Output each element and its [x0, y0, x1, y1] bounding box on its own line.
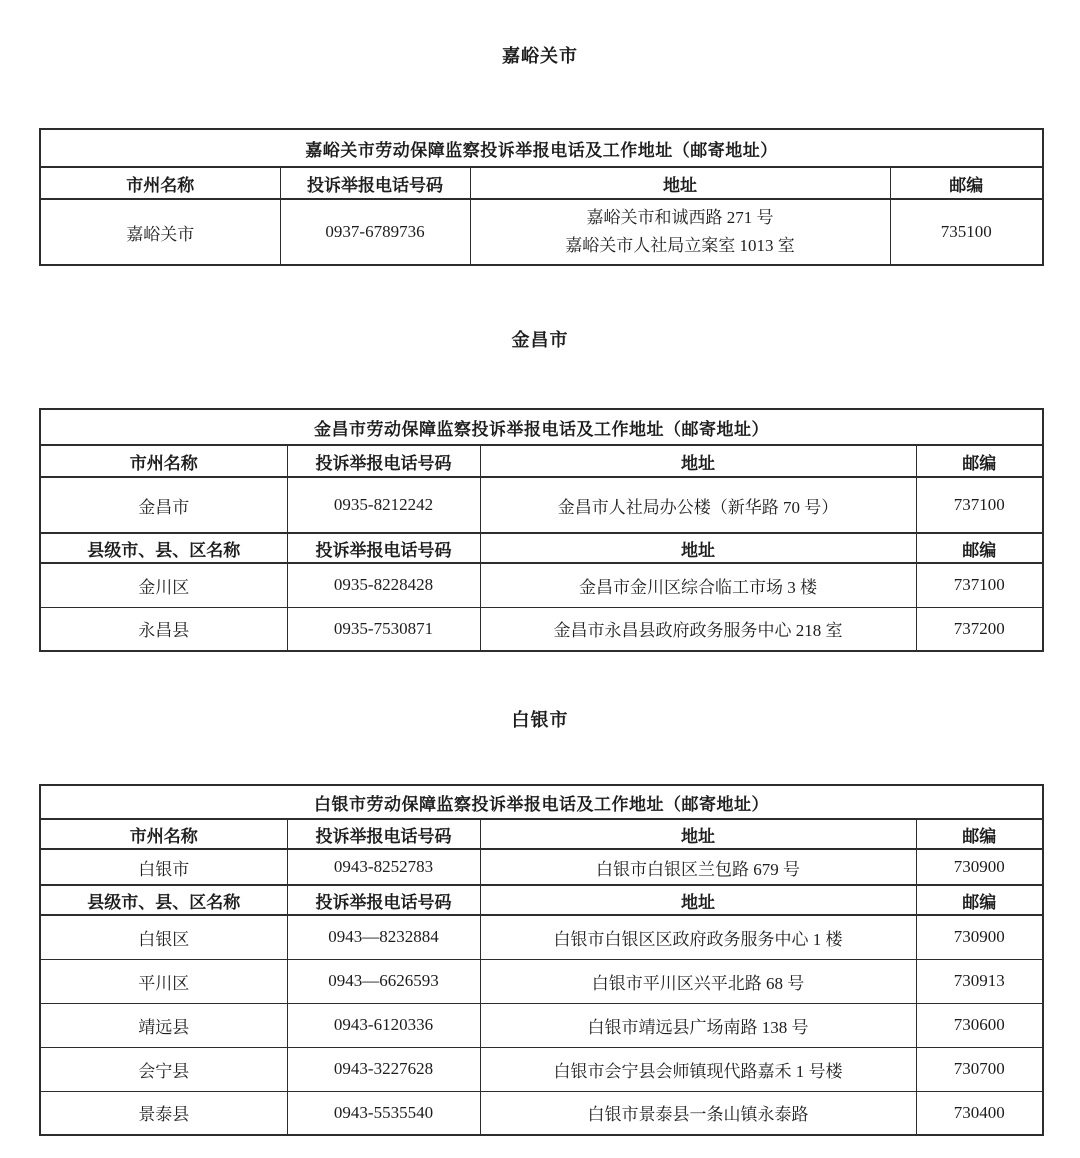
table-row — [40, 915, 1043, 959]
address-line-1: 嘉峪关市和诚西路 271 号 — [586, 208, 774, 227]
phone-cell: 0935-7530871 — [287, 607, 480, 651]
zip-cell: 730900 — [916, 915, 1043, 959]
region-name-cell: 金川区 — [40, 563, 287, 607]
header-address: 地址 — [480, 885, 916, 915]
header-county-name: 县级市、县、区名称 — [40, 533, 287, 563]
phone-cell: 0943-3227628 — [287, 1047, 480, 1091]
header-phone: 投诉举报电话号码 — [287, 819, 480, 849]
zip-cell: 730600 — [916, 1003, 1043, 1047]
zip-cell: 730400 — [916, 1091, 1043, 1135]
header-zip: 邮编 — [916, 533, 1043, 563]
header-region-name: 市州名称 — [40, 167, 280, 199]
address-cell: 白银市白银区兰包路 679 号 — [480, 849, 916, 885]
table-row — [40, 1047, 1043, 1091]
region-name-cell: 金昌市 — [40, 477, 287, 533]
header-region-name: 市州名称 — [40, 819, 287, 849]
table-row — [40, 563, 1043, 607]
header-zip: 邮编 — [890, 167, 1043, 199]
header-zip: 邮编 — [916, 819, 1043, 849]
region-name-cell: 景泰县 — [40, 1091, 287, 1135]
header-phone: 投诉举报电话号码 — [287, 885, 480, 915]
phone-cell: 0943-5535540 — [287, 1091, 480, 1135]
table-title: 金昌市劳动保障监察投诉举报电话及工作地址（邮寄地址） — [40, 409, 1043, 445]
region-name-cell: 白银区 — [40, 915, 287, 959]
contact-table-jiayuguan — [39, 128, 1044, 266]
zip-cell: 737100 — [916, 477, 1043, 533]
address-cell — [470, 199, 890, 265]
address-cell: 金昌市永昌县政府政务服务中心 218 室 — [480, 607, 916, 651]
header-zip: 邮编 — [916, 445, 1043, 477]
address-cell: 金昌市金川区综合临工市场 3 楼 — [480, 563, 916, 607]
table-header-row — [40, 167, 1043, 199]
address-cell: 白银市白银区区政府政务服务中心 1 楼 — [480, 915, 916, 959]
header-phone: 投诉举报电话号码 — [287, 445, 480, 477]
zip-cell: 737100 — [916, 563, 1043, 607]
zip-cell: 730913 — [916, 959, 1043, 1003]
table-title: 嘉峪关市劳动保障监察投诉举报电话及工作地址（邮寄地址） — [40, 129, 1043, 167]
zip-cell: 730700 — [916, 1047, 1043, 1091]
zip-cell: 737200 — [916, 607, 1043, 651]
header-zip: 邮编 — [916, 885, 1043, 915]
address-cell: 白银市景泰县一条山镇永泰路 — [480, 1091, 916, 1135]
region-name-cell: 白银市 — [40, 849, 287, 885]
phone-cell: 0943—6626593 — [287, 959, 480, 1003]
section-title-jiayuguan: 嘉峪关市 — [502, 46, 578, 66]
zip-cell: 730900 — [916, 849, 1043, 885]
header-address: 地址 — [480, 819, 916, 849]
section-title-jinchang: 金昌市 — [511, 330, 569, 350]
table-title: 白银市劳动保障监察投诉举报电话及工作地址（邮寄地址） — [40, 785, 1043, 819]
table-header-row — [40, 819, 1043, 849]
phone-cell: 0943—8232884 — [287, 915, 480, 959]
address-cell: 白银市平川区兴平北路 68 号 — [480, 959, 916, 1003]
table-subheader-row — [40, 533, 1043, 563]
phone-cell: 0937-6789736 — [280, 199, 470, 265]
table-row — [40, 477, 1043, 533]
phone-cell: 0935-8212242 — [287, 477, 480, 533]
header-address: 地址 — [480, 533, 916, 563]
table-row — [40, 1003, 1043, 1047]
address-cell: 白银市会宁县会师镇现代路嘉禾 1 号楼 — [480, 1047, 916, 1091]
table-subheader-row — [40, 885, 1043, 915]
table-row — [40, 849, 1043, 885]
table-title-row — [40, 129, 1043, 167]
region-name-cell: 平川区 — [40, 959, 287, 1003]
table-row — [40, 1091, 1043, 1135]
table-row — [40, 607, 1043, 651]
contact-table-baiyin — [39, 784, 1044, 1136]
header-address: 地址 — [470, 167, 890, 199]
header-phone: 投诉举报电话号码 — [280, 167, 470, 199]
address-cell: 白银市靖远县广场南路 138 号 — [480, 1003, 916, 1047]
phone-cell: 0943-6120336 — [287, 1003, 480, 1047]
header-region-name: 市州名称 — [40, 445, 287, 477]
region-name-cell: 永昌县 — [40, 607, 287, 651]
address-cell: 金昌市人社局办公楼（新华路 70 号） — [480, 477, 916, 533]
table-row — [40, 199, 1043, 265]
region-name-cell: 会宁县 — [40, 1047, 287, 1091]
header-county-name: 县级市、县、区名称 — [40, 885, 287, 915]
phone-cell: 0943-8252783 — [287, 849, 480, 885]
section-title-baiyin: 白银市 — [511, 710, 569, 730]
phone-cell: 0935-8228428 — [287, 563, 480, 607]
table-row — [40, 959, 1043, 1003]
table-title-row — [40, 409, 1043, 445]
header-phone: 投诉举报电话号码 — [287, 533, 480, 563]
zip-cell: 735100 — [890, 199, 1043, 265]
region-name-cell: 靖远县 — [40, 1003, 287, 1047]
table-header-row — [40, 445, 1043, 477]
contact-table-jinchang — [39, 408, 1044, 652]
address-line-2: 嘉峪关市人社局立案室 1013 室 — [565, 236, 795, 255]
header-address: 地址 — [480, 445, 916, 477]
region-name-cell: 嘉峪关市 — [40, 199, 280, 265]
table-title-row — [40, 785, 1043, 819]
